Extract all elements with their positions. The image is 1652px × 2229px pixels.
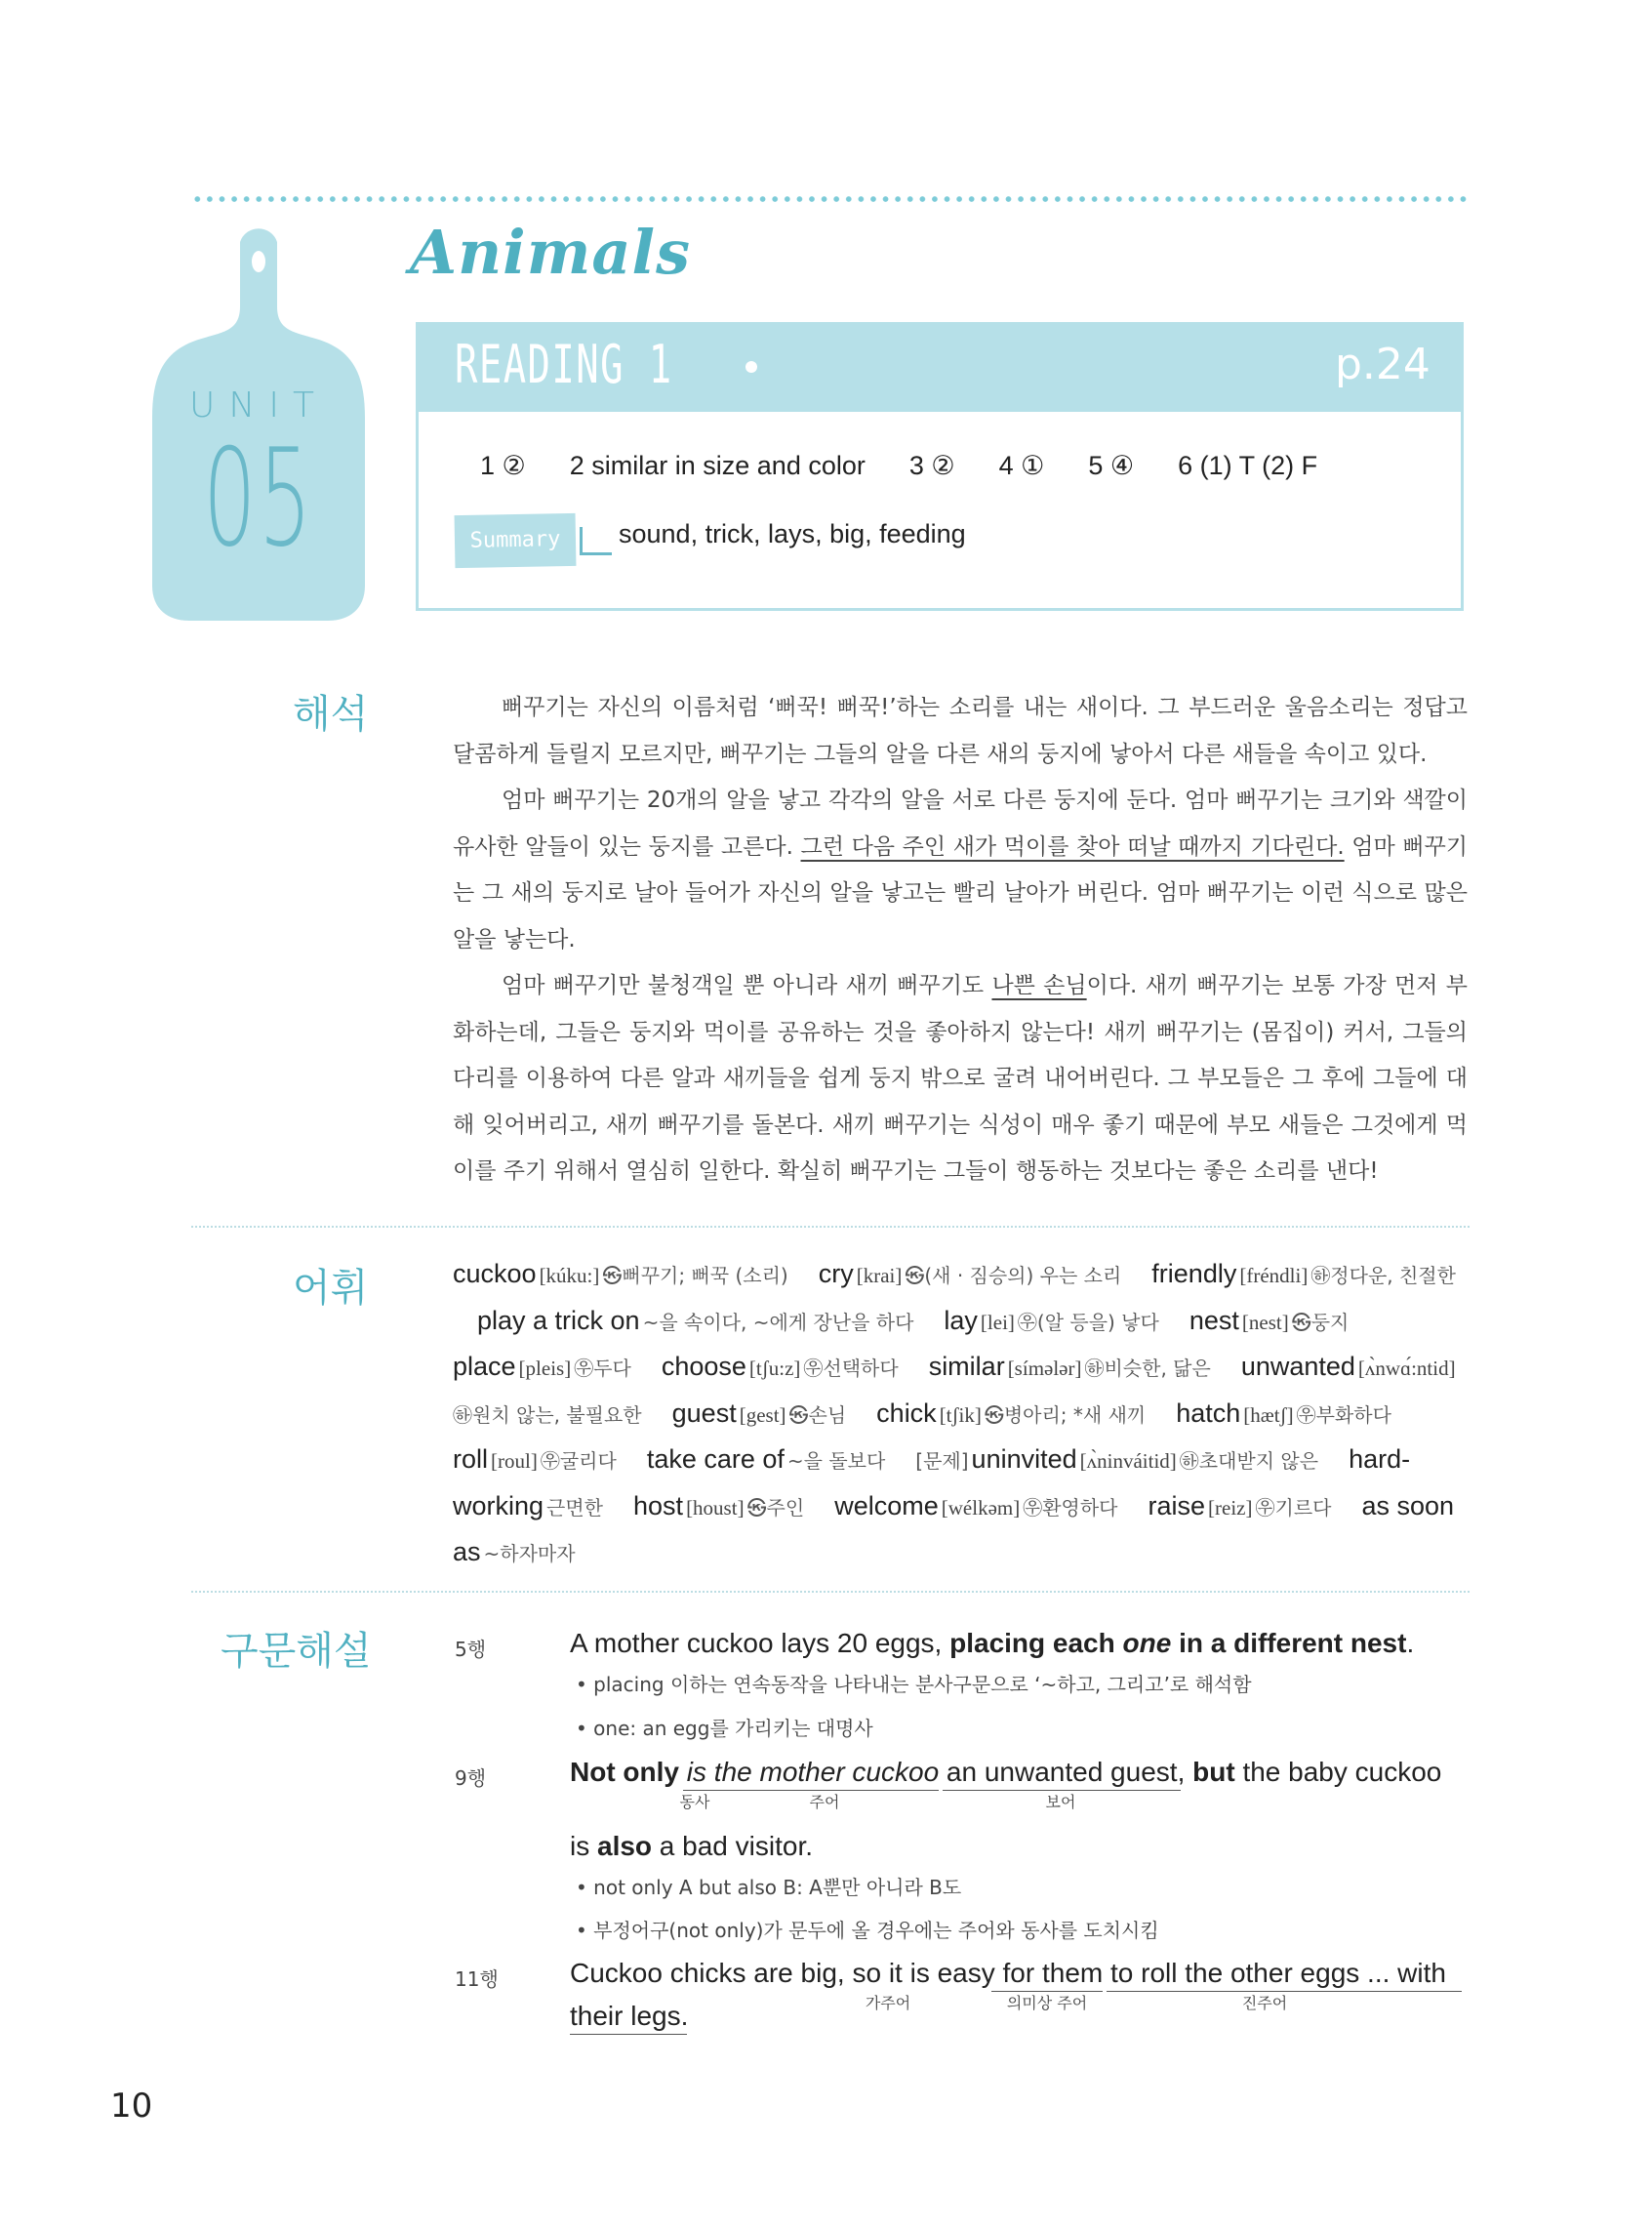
vocab-word: choose — [661, 1352, 746, 1381]
vocab-entry — [661, 1352, 902, 1381]
grammar-heading: 구문해설 — [221, 1629, 372, 1674]
translation-paragraph: 뻐꾸기는 자신의 이름처럼 ‘뻐꾹! 뻐꾹!’하는 소리를 내는 새이다. 그 부드러운 울음소리는 정답고 달콤하게 들릴지 모르지만, 뻐꾸기는 그들의 알을 다른 새의 둥지에 낳아서 다른 새들을 속이고 있다. — [453, 695, 1468, 767]
vocab-phonetic: [houst] — [686, 1495, 745, 1520]
vocab-phonetic: [krai] — [856, 1264, 903, 1287]
vocab-word: play a trick on — [477, 1305, 640, 1335]
vocab-meaning: ㉾기르다 — [1255, 1495, 1332, 1520]
vocab-word: unwanted — [1240, 1352, 1355, 1381]
vocab-word: chick — [876, 1398, 937, 1428]
vocab-word: welcome — [834, 1490, 939, 1520]
translation-body — [453, 685, 1468, 1196]
example-sentence: is also a bad visitor. — [570, 1831, 814, 1861]
vocab-phonetic: [tʃik] — [939, 1402, 982, 1427]
vocab-entry — [834, 1490, 1120, 1520]
page-reference: p.24 — [1335, 340, 1430, 389]
grammar-tag: 진주어 — [1241, 1994, 1288, 2012]
grammar-tag: 의미상 주어 — [1006, 1994, 1088, 2012]
vocab-meaning: ㉾선택하다 — [803, 1357, 899, 1380]
vocab-entry — [818, 1259, 1125, 1288]
section-divider — [191, 1226, 1470, 1228]
vocab-meaning: ㉿뻐꾸기; 뻐꾹 (소리) — [602, 1264, 788, 1287]
vocab-word: hatch — [1176, 1398, 1241, 1428]
vocab-phonetic: [kúku:] — [539, 1264, 600, 1287]
vocab-phonetic: [hætʃ] — [1243, 1402, 1294, 1427]
vocab-phonetic: [reiz] — [1208, 1495, 1253, 1520]
vocab-entry — [1176, 1398, 1394, 1428]
vocab-entry — [477, 1305, 916, 1335]
grammar-note: • 부정어구(not only)가 문두에 올 경우에는 주어와 동사를 도치시킴 — [576, 1919, 1159, 1942]
vocab-meaning: ㉿주인 — [746, 1495, 805, 1520]
vocab-prefix: [문제] — [915, 1449, 969, 1473]
vocab-word: cuckoo — [453, 1259, 537, 1288]
grammar-note: • one: an egg를 가리키는 대명사 — [576, 1717, 873, 1740]
vocab-meaning: ~하자마자 — [483, 1542, 576, 1565]
vocab-word: take care of — [646, 1444, 785, 1474]
vocab-word: as soon as — [453, 1490, 1455, 1566]
example-sentence: their legs. — [570, 2001, 689, 2031]
vocab-entry — [646, 1444, 888, 1474]
unit-number: 05 — [203, 420, 314, 577]
answer-item: 6 (1) T (2) F — [1178, 451, 1318, 480]
vocab-word: hard-working — [453, 1444, 1411, 1520]
vocab-meaning: ㉾부화하다 — [1296, 1402, 1391, 1427]
grammar-tag: 가주어 — [865, 1994, 911, 2012]
vocab-phonetic: [gest] — [739, 1402, 786, 1427]
vocab-phonetic: [ʌ̀nwɑ́:ntid] — [1357, 1357, 1456, 1380]
grammar-tag: 주어 — [809, 1793, 840, 1811]
vocab-entry — [928, 1352, 1214, 1381]
vocab-meaning: ~을 속이다, ~에게 장난을 하다 — [642, 1310, 914, 1334]
summary-connector — [580, 527, 612, 555]
summary-tag: Summary — [455, 513, 577, 568]
translation-paragraph: 엄마 뻐꾸기는 20개의 알을 낳고 각각의 알을 서로 다른 둥지에 둔다. 엄마 뻐꾸기는 크기와 색깔이 유사한 알들이 있는 둥지를 고른다. 그런 다음 주인 새가 먹이를 찾아 떠날 때까지 기다린다. 엄마 뻐꾸기는 그 새의 둥지로 날아 들어가 자신의 알을 낳고는 빨리 날아가 버린다. 엄마 뻐꾸기는 이런 식으로 많은 알을 낳는다. — [453, 788, 1469, 952]
vocab-meaning: ~을 돌보다 — [786, 1449, 886, 1473]
translation-heading: 해석 — [293, 692, 369, 737]
answer-list — [480, 451, 1317, 481]
vocab-meaning: ㉿(새 · 짐승의) 우는 소리 — [905, 1264, 1122, 1287]
vocab-entry — [876, 1398, 1148, 1428]
vocab-phonetic: [lei] — [980, 1310, 1015, 1334]
summary-text: sound, trick, lays, big, feeding — [619, 519, 966, 548]
vocab-meaning: ㉿병아리; *새 새끼 — [984, 1402, 1147, 1427]
vocab-entry — [633, 1490, 807, 1520]
line-number: 5행 — [455, 1638, 487, 1661]
answer-item: 2 similar in size and color — [569, 451, 866, 480]
line-number: 11행 — [455, 1967, 499, 1991]
vocab-meaning: ㉻정다운, 친절한 — [1310, 1264, 1456, 1287]
board-handle-shape — [683, 334, 771, 402]
vocab-phonetic: [wélkəm] — [941, 1495, 1021, 1520]
vocab-meaning: ㉿둥지 — [1291, 1310, 1350, 1334]
example-sentence: Not only is the mother cuckoo an unwanted guest, but the baby cuckoo — [570, 1757, 1442, 1787]
answer-item: 3 ② — [908, 451, 955, 480]
vocab-phonetic: [fréndli] — [1239, 1264, 1309, 1287]
vocab-phonetic: [símələr] — [1007, 1357, 1082, 1380]
underlined-phrase: 나쁜 손님 — [991, 973, 1087, 998]
vocab-phonetic: [pleis] — [518, 1357, 572, 1380]
translation-paragraph: 엄마 뻐꾸기만 불청객일 뿐 아니라 새끼 뻐꾸기도 나쁜 손님이다. 새끼 뻐꾸기는 보통 가장 먼저 부화하는데, 그들은 둥지와 먹이를 공유하는 것을 좋아하지 않는다! 새끼 뻐꾸기는 (몸집이) 커서, 그들의 다리를 이용하여 다른 알과 새끼들을 쉽게 둥지 밖으로 굴려 내어버린다. 그 부모들은 그 후에 그들에 대해 잊어버리고, 새끼 뻐꾸기를 돌본다. 새끼 뻐꾸기는 식성이 매우 좋기 때문에 부모 새들은 그것에게 먹이를 주기 위해서 열심히 일한다. 확실히 뻐꾸기는 그들이 행동하는 것보다는 좋은 소리를 낸다! — [453, 973, 1468, 1184]
vocab-entry — [915, 1444, 1321, 1474]
vocab-entry — [671, 1398, 850, 1428]
grammar-tag: 동사 — [679, 1793, 710, 1811]
vocab-phonetic: [roul] — [491, 1449, 538, 1473]
vocab-entry — [1148, 1490, 1335, 1520]
vocab-word: lay — [944, 1305, 978, 1335]
vocab-word: place — [453, 1352, 516, 1381]
vocabulary-list — [453, 1252, 1468, 1577]
vocab-word: host — [633, 1490, 684, 1520]
vocab-word: guest — [671, 1398, 737, 1428]
vocab-meaning: ㉾(알 등을) 낳다 — [1017, 1310, 1159, 1334]
vocab-entry — [453, 1352, 634, 1381]
vocab-meaning: ㉾환영하다 — [1023, 1495, 1118, 1520]
vocab-phonetic: [tʃu:z] — [748, 1357, 801, 1380]
unit-label: UNIT — [189, 385, 328, 426]
vocab-meaning: 근면한 — [546, 1495, 604, 1520]
vocab-meaning: ㉻초대받지 않은 — [1179, 1449, 1319, 1473]
answer-item: 4 ① — [998, 451, 1045, 480]
vocab-entry — [944, 1305, 1161, 1335]
example-sentence: Cuckoo chicks are big, so it is easy for them to roll the other eggs ... with — [570, 1958, 1446, 1988]
vocab-word: uninvited — [971, 1444, 1077, 1474]
vocab-meaning: ㉿손님 — [788, 1402, 847, 1427]
sentence-underline — [570, 2034, 687, 2035]
vocab-meaning: ㉾두다 — [574, 1357, 631, 1380]
vocab-word: friendly — [1151, 1259, 1237, 1288]
vocab-word: nest — [1189, 1305, 1239, 1335]
answer-item: 1 ② — [480, 451, 526, 480]
answer-item: 5 ④ — [1088, 451, 1135, 480]
vocab-phonetic: [nest] — [1241, 1310, 1289, 1334]
grammar-note: • placing 이하는 연속동작을 나타내는 분사구문으로 ‘~하고, 그리고’로 해석함 — [576, 1673, 1252, 1696]
vocab-entry — [1189, 1305, 1352, 1335]
page-number: 10 — [110, 2087, 153, 2126]
vocab-word: roll — [453, 1444, 489, 1474]
section-divider — [191, 1591, 1470, 1593]
reading-title: READING 1 — [455, 334, 673, 395]
vocab-entry — [1151, 1259, 1459, 1288]
vocab-word: cry — [818, 1259, 854, 1288]
vocab-meaning: ㉾굴리다 — [540, 1449, 617, 1473]
vocab-entry — [453, 1259, 791, 1288]
example-sentence: A mother cuckoo lays 20 eggs, placing each one in a different nest. — [570, 1628, 1415, 1658]
grammar-tag: 보어 — [1045, 1793, 1076, 1811]
underlined-phrase: 그런 다음 주인 새가 먹이를 찾아 떠날 때까지 기다린다. — [800, 833, 1345, 860]
grammar-note: • not only A but also B: A뿐만 아니라 B도 — [576, 1876, 962, 1899]
vocab-phonetic: [ʌ̀ninváitid] — [1079, 1449, 1177, 1473]
vocab-meaning: ㉻비슷한, 닮은 — [1084, 1357, 1211, 1380]
vocab-meaning: ㉻원치 않는, 불필요한 — [453, 1402, 642, 1427]
vocab-word: raise — [1148, 1490, 1206, 1520]
vocabulary-heading: 어휘 — [293, 1266, 369, 1311]
vocab-entry — [453, 1444, 620, 1474]
line-number: 9행 — [455, 1766, 487, 1790]
topic-title: Animals — [410, 217, 691, 288]
dotted-divider — [191, 195, 1470, 203]
vocab-word: similar — [928, 1352, 1005, 1381]
